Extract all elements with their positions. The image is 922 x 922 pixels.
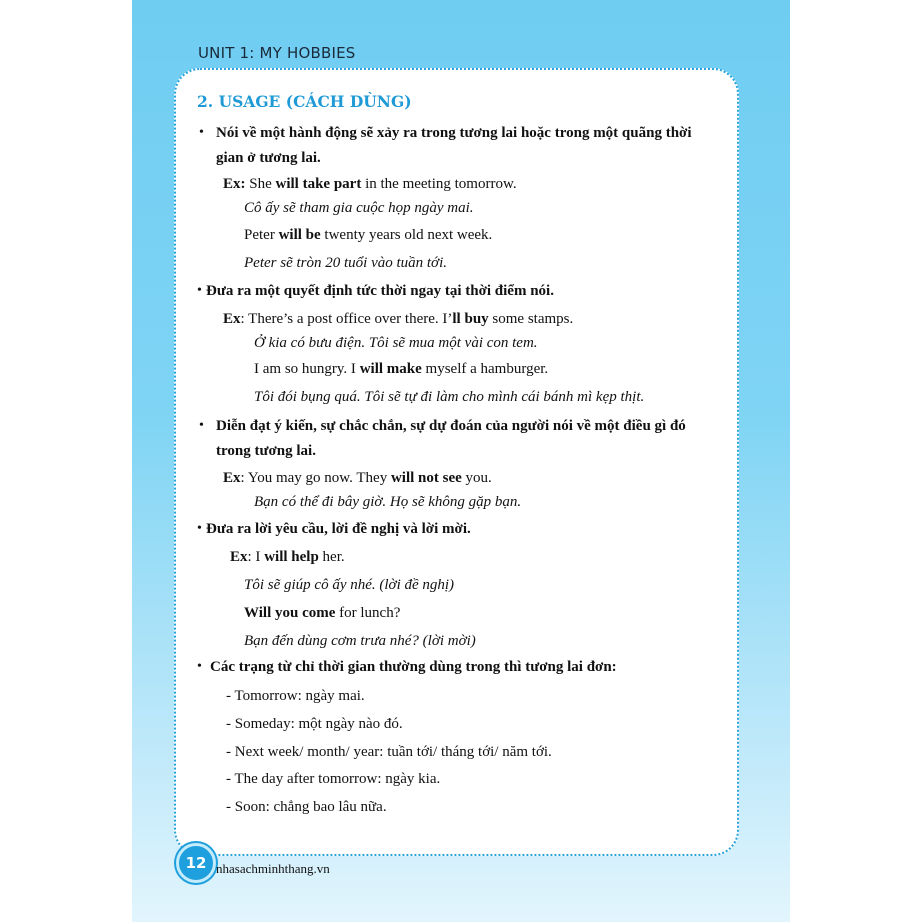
- usage-4-example-1-translation: Tôi sẽ giúp cô ấy nhé. (lời đề nghị): [244, 577, 455, 593]
- usage-2-example-2-translation: Tôi đói bụng quá. Tôi sẽ tự đi làm cho mình cái bánh mì kẹp thịt.: [254, 389, 645, 405]
- bullet-icon: •: [197, 521, 202, 536]
- adverb-item: - The day after tomorrow: ngày kia.: [226, 771, 441, 787]
- usage-3-title-line2: trong tương lai.: [216, 443, 316, 459]
- bullet-icon: •: [197, 283, 202, 298]
- usage-2-example-1: Ex: There’s a post office over there. I’ll buy some stamps.: [223, 311, 574, 327]
- usage-1-title-line2: gian ở tương lai.: [216, 150, 321, 166]
- bullet-icon: •: [197, 659, 202, 674]
- usage-3-title-line1: Diễn đạt ý kiến, sự chắc chắn, sự dự đoán của người nói về một điều gì đó: [216, 418, 686, 434]
- usage-4-example-2-translation: Bạn đến dùng cơm trưa nhé? (lời mời): [244, 633, 476, 649]
- usage-2-title: Đưa ra một quyết định tức thời ngay tại thời điểm nói.: [206, 283, 554, 299]
- section-heading: 2. USAGE (CÁCH DÙNG): [197, 92, 412, 111]
- usage-1-example-2-translation: Peter sẽ tròn 20 tuổi vào tuần tới.: [244, 255, 447, 271]
- usage-4-example-2: Will you come for lunch?: [244, 605, 401, 621]
- adverb-item: - Soon: chẳng bao lâu nữa.: [226, 799, 387, 815]
- usage-1-example-1-translation: Cô ấy sẽ tham gia cuộc họp ngày mai.: [244, 200, 474, 216]
- usage-2-example-1-translation: Ở kia có bưu điện. Tôi sẽ mua một vài con tem.: [254, 335, 538, 351]
- usage-3-example-1: Ex: You may go now. They will not see you.: [223, 470, 492, 486]
- usage-1-example-2: Peter will be twenty years old next week.: [244, 227, 493, 243]
- website-label: nhasachminhthang.vn: [216, 861, 330, 876]
- adverb-item: - Next week/ month/ year: tuần tới/ tháng tới/ năm tới.: [226, 744, 552, 760]
- bullet-icon: •: [199, 418, 204, 433]
- usage-4-example-1: Ex: I will help her.: [230, 549, 345, 565]
- usage-5-title: Các trạng từ chỉ thời gian thường dùng trong thì tương lai đơn:: [210, 659, 617, 675]
- usage-4-title: Đưa ra lời yêu cầu, lời đề nghị và lời mời.: [206, 521, 471, 537]
- adverb-item: - Tomorrow: ngày mai.: [226, 688, 365, 704]
- usage-2-example-2: I am so hungry. I will make myself a hamburger.: [254, 361, 549, 377]
- usage-3-example-1-translation: Bạn có thể đi bây giờ. Họ sẽ không gặp bạn.: [254, 494, 522, 510]
- usage-1-title-line1: Nói về một hành động sẽ xảy ra trong tương lai hoặc trong một quãng thời: [216, 125, 692, 141]
- adverb-item: - Someday: một ngày nào đó.: [226, 716, 403, 732]
- usage-1-example-1: Ex: She will take part in the meeting tomorrow.: [223, 176, 517, 192]
- bullet-icon: •: [199, 125, 204, 140]
- page-number-badge: 12: [176, 843, 216, 883]
- unit-title: UNIT 1: MY HOBBIES: [198, 44, 356, 62]
